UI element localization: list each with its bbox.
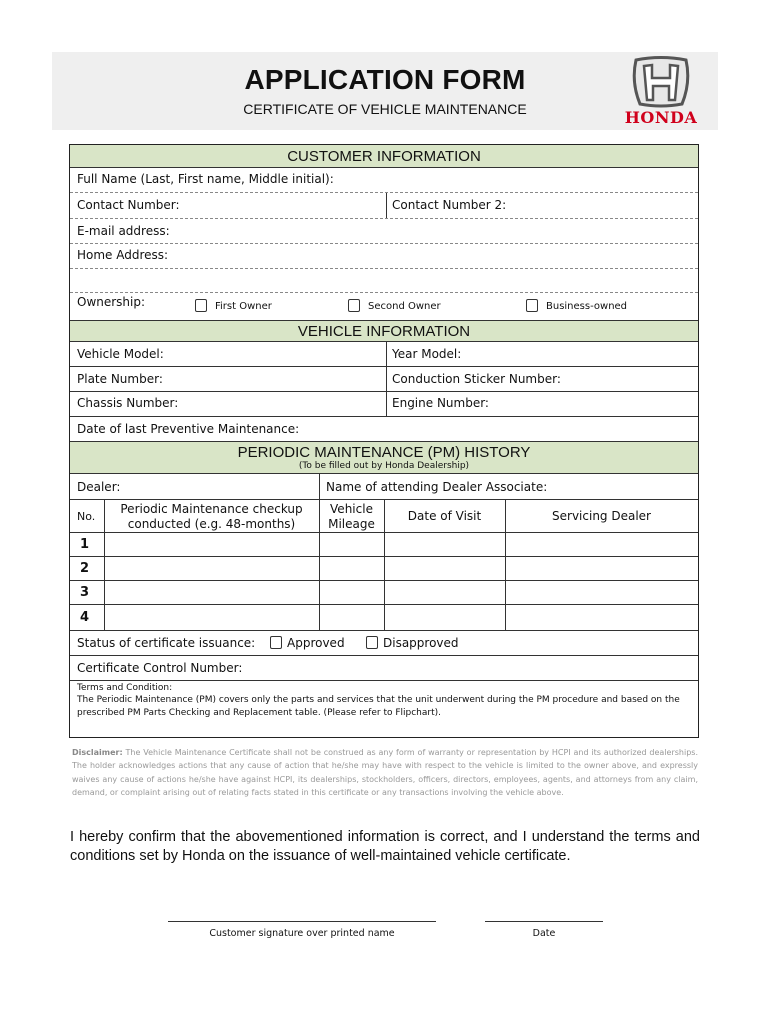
home-address-field[interactable]: Home Address: [70, 244, 698, 269]
contact-number-field[interactable]: Contact Number: [77, 198, 180, 212]
form-title: APPLICATION FORM [244, 64, 526, 95]
dealer-row [70, 474, 698, 500]
engine-number-field[interactable]: Engine Number: [392, 396, 489, 410]
plate-number-field[interactable]: Plate Number: [77, 372, 163, 386]
section-pm-history: PERIODIC MAINTENANCE (PM) HISTORY (To be filled out by Honda Dealership) [70, 441, 698, 474]
status-row: Status of certificate issuance: Approved Disapproved [70, 631, 698, 656]
chassis-number-field[interactable]: Chassis Number: [77, 396, 179, 410]
vehicle-model-field[interactable]: Vehicle Model: [77, 347, 164, 361]
plate-row [70, 367, 698, 392]
pm-table-row[interactable]: 4 [70, 605, 698, 631]
contact-row [70, 193, 698, 219]
section-customer-information: CUSTOMER INFORMATION [70, 145, 698, 168]
honda-wordmark: HONDA [624, 108, 698, 127]
customer-signature-label: Customer signature over printed name [209, 928, 395, 939]
vehicle-model-row [70, 342, 698, 367]
form-subtitle: CERTIFICATE OF VEHICLE MAINTENANCE [243, 101, 527, 117]
pm-table-header: No. Periodic Maintenance checkup conducted (e.g. 48-months) Vehicle Mileage Date of Visit Servicing Dealer [70, 500, 698, 533]
pm-note: (To be filled out by Honda Dealership) [298, 461, 470, 471]
chassis-row [70, 392, 698, 417]
application-form [69, 144, 699, 738]
last-pm-date-field[interactable]: Date of last Preventive Maintenance: [77, 422, 300, 436]
business-owned-checkbox[interactable] [526, 299, 538, 312]
full-name-field[interactable]: Full Name (Last, First name, Middle initial): [70, 168, 698, 193]
approved-checkbox[interactable] [270, 636, 282, 649]
disapproved-checkbox[interactable] [366, 636, 378, 649]
section-vehicle-information: VEHICLE INFORMATION [70, 320, 698, 342]
email-field[interactable]: E-mail address: [70, 219, 698, 244]
confirmation-statement: I hereby confirm that the abovementioned information is correct, and I understand the terms and conditions set by Honda on the issuance of well-maintained vehicle certificate. [70, 829, 700, 864]
customer-signature-line[interactable] [168, 921, 436, 922]
ownership-row: Ownership: First Owner Second Owner Business-owned [77, 295, 628, 312]
disclaimer: Disclaimer: The Vehicle Maintenance Certificate shall not be construed as any form of warranty or representation by HCPI and its authorized dealerships. The holder acknowledges actions that any cause of action that he/she may have with respect to the vehicle is limited to the owner above, and expressly waives any cause of actions he/she have against HCPI, its dealerships, stockholders, officers, directors, employees, agents, and attorneys from any claim, demand, or complaint arising out of relating facts stated in this certificate or any transactions involving the vehicle above. [72, 748, 699, 797]
home-address-line-2[interactable] [70, 269, 698, 293]
certificate-control-number-field[interactable]: Certificate Control Number: [70, 656, 698, 681]
second-owner-checkbox[interactable] [348, 299, 360, 312]
pm-table-row[interactable]: 2 [70, 557, 698, 581]
honda-h-emblem-icon [630, 56, 692, 108]
conduction-sticker-field[interactable]: Conduction Sticker Number: [392, 372, 561, 386]
pm-table-row[interactable]: 1 [70, 533, 698, 557]
date-signature-line[interactable] [485, 921, 603, 922]
date-label: Date [532, 928, 556, 939]
first-owner-checkbox[interactable] [195, 299, 207, 312]
pm-table-row[interactable]: 3 [70, 581, 698, 605]
year-model-field[interactable]: Year Model: [392, 347, 462, 361]
honda-logo [604, 54, 718, 128]
dealer-field[interactable]: Dealer: [77, 480, 121, 494]
contact-number-2-field[interactable]: Contact Number 2: [392, 198, 507, 212]
dealer-associate-field[interactable]: Name of attending Dealer Associate: [326, 480, 548, 494]
terms-and-condition: Terms and Condition: The Periodic Maintenance (PM) covers only the parts and services that the unit underwent during the PM procedure and based on the prescribed PM Parts Checking and Replacement table. (Please refer to Flipchart). [77, 683, 680, 718]
